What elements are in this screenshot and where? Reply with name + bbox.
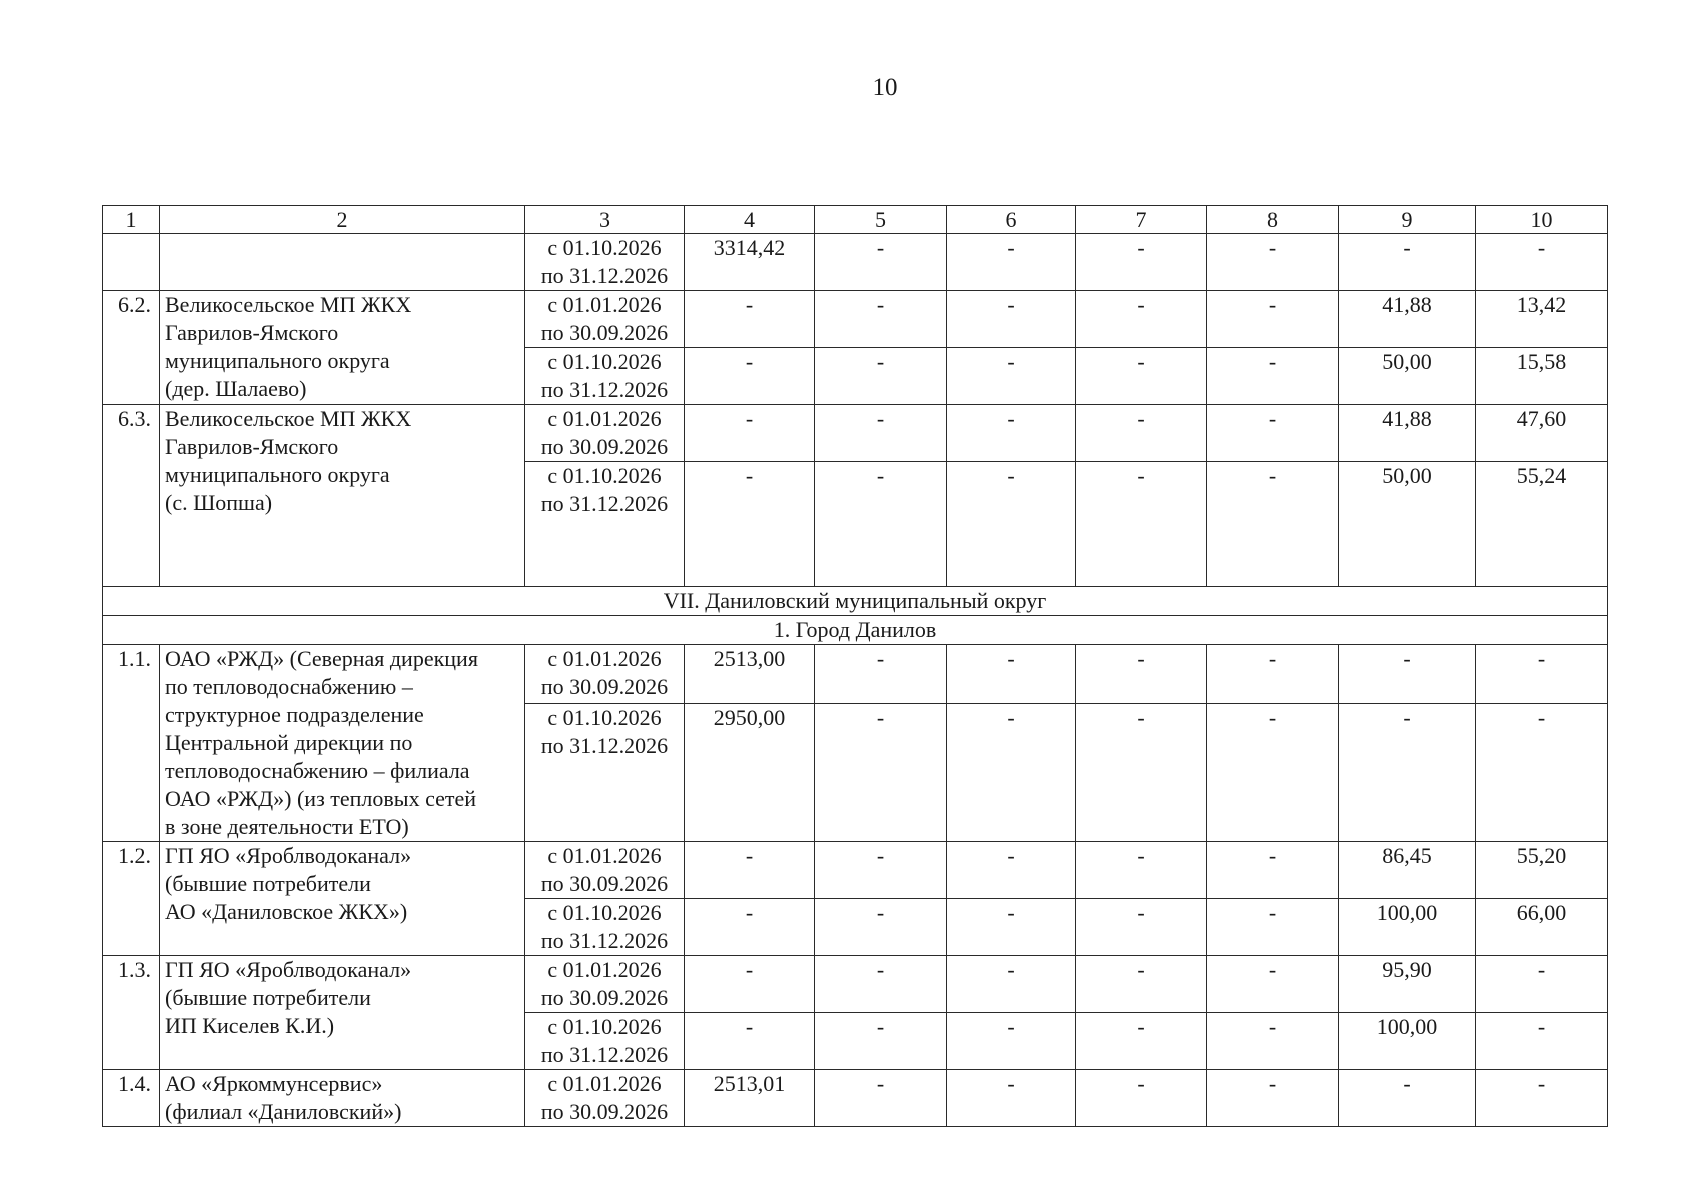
organization-name-line: ОАО «РЖД») (из тепловых сетей [165, 786, 477, 811]
value-cell: - [947, 1013, 1076, 1070]
value-cell: - [947, 462, 1076, 587]
period [525, 956, 685, 1013]
period-from: с 01.01.2026 [547, 957, 662, 982]
value-cell: - [1076, 956, 1207, 1013]
value-cell: - [815, 956, 947, 1013]
organization-name [160, 1070, 525, 1127]
row-number: 1.1. [103, 645, 160, 842]
value-cell: - [1339, 234, 1476, 291]
value-cell: 2513,00 [685, 645, 815, 704]
row-number: 1.3. [103, 956, 160, 1070]
period-to: по 30.09.2026 [540, 985, 669, 1010]
value-cell: - [1476, 234, 1608, 291]
organization-name [160, 842, 525, 956]
value-cell: - [947, 645, 1076, 704]
value-cell: - [685, 348, 815, 405]
period [525, 899, 685, 956]
value-cell: - [1207, 1013, 1339, 1070]
value-cell: - [1207, 462, 1339, 587]
period [525, 842, 685, 899]
table-row [103, 234, 1608, 291]
period [525, 645, 685, 704]
value-cell: - [685, 405, 815, 462]
value-cell: - [1207, 899, 1339, 956]
period-from: с 01.01.2026 [547, 406, 662, 431]
value-cell: - [1076, 234, 1207, 291]
organization-name [160, 291, 525, 405]
period [525, 1070, 685, 1127]
value-cell: - [947, 956, 1076, 1013]
organization-name-line: в зоне деятельности ЕТО) [165, 814, 409, 839]
value-cell: - [1076, 704, 1207, 842]
row-number: 6.3. [103, 405, 160, 587]
tariff-table [102, 205, 1608, 1127]
value-cell: - [1476, 704, 1608, 842]
column-number: 7 [1076, 206, 1207, 234]
organization-name-line: (филиал «Даниловский») [165, 1099, 402, 1124]
column-number: 8 [1207, 206, 1339, 234]
period-from: с 01.10.2026 [547, 463, 662, 488]
value-cell: - [685, 842, 815, 899]
column-number: 6 [947, 206, 1076, 234]
organization-name-line: тепловодоснабжению – филиала [165, 758, 470, 783]
period [525, 348, 685, 405]
value-cell: - [947, 704, 1076, 842]
organization-name-line: муниципального округа [165, 462, 390, 487]
row-number: 6.2. [103, 291, 160, 405]
table-row [103, 405, 1608, 462]
value-cell: - [685, 1013, 815, 1070]
value-cell: - [815, 348, 947, 405]
value-cell: 86,45 [1339, 842, 1476, 899]
period-to: по 30.09.2026 [540, 871, 669, 896]
value-cell: - [1207, 704, 1339, 842]
organization-name-line: муниципального округа [165, 348, 390, 373]
section-title: 1. Город Данилов [103, 616, 1608, 645]
organization-name-line: (дер. Шалаево) [165, 376, 307, 401]
period-to: по 31.12.2026 [540, 263, 669, 288]
column-number-row [103, 206, 1608, 234]
value-cell: - [815, 1013, 947, 1070]
value-cell: 50,00 [1339, 348, 1476, 405]
organization-name-line: (с. Шопша) [165, 490, 273, 515]
value-cell: 2513,01 [685, 1070, 815, 1127]
period-to: по 30.09.2026 [540, 674, 669, 699]
organization-name-line: Великосельское МП ЖКХ [165, 406, 412, 431]
value-cell: 41,88 [1339, 291, 1476, 348]
value-cell: - [815, 704, 947, 842]
value-cell: 2950,00 [685, 704, 815, 842]
organization-name-line: АО «Даниловское ЖКХ») [165, 899, 408, 924]
value-cell: - [1476, 956, 1608, 1013]
period-to: по 31.12.2026 [540, 733, 669, 759]
organization-name-line: АО «Яркоммунсервис» [165, 1071, 383, 1096]
period [525, 405, 685, 462]
value-cell: 41,88 [1339, 405, 1476, 462]
value-cell: - [1076, 348, 1207, 405]
page-number: 10 [872, 74, 898, 101]
organization-name [160, 645, 525, 842]
value-cell: - [1076, 405, 1207, 462]
period [525, 234, 685, 291]
row-number [103, 234, 160, 291]
value-cell: 3314,42 [685, 234, 815, 291]
value-cell: - [1076, 1070, 1207, 1127]
period [525, 462, 685, 587]
value-cell: - [685, 899, 815, 956]
period-to: по 30.09.2026 [540, 434, 669, 459]
value-cell: 15,58 [1476, 348, 1608, 405]
value-cell: - [815, 462, 947, 587]
column-number: 10 [1476, 206, 1608, 234]
organization-name [160, 234, 525, 291]
value-cell: 100,00 [1339, 899, 1476, 956]
value-cell: - [685, 462, 815, 587]
value-cell: - [1207, 348, 1339, 405]
value-cell: - [815, 1070, 947, 1127]
value-cell: - [685, 956, 815, 1013]
row-number: 1.2. [103, 842, 160, 956]
value-cell: - [1076, 899, 1207, 956]
organization-name-line: ОАО «РЖД» (Северная дирекция [165, 646, 478, 671]
organization-name-line: (бывшие потребители [165, 871, 371, 896]
value-cell: 55,24 [1476, 462, 1608, 587]
value-cell: - [1207, 842, 1339, 899]
table-row [103, 842, 1608, 899]
value-cell: - [1076, 1013, 1207, 1070]
organization-name-line: структурное подразделение [165, 702, 424, 727]
period-to: по 31.12.2026 [540, 928, 669, 953]
value-cell: - [947, 234, 1076, 291]
value-cell: - [947, 291, 1076, 348]
organization-name [160, 956, 525, 1070]
value-cell: - [815, 842, 947, 899]
value-cell: - [815, 291, 947, 348]
organization-name-line: Гаврилов-Ямского [165, 320, 339, 345]
value-cell: - [1339, 704, 1476, 842]
period [525, 291, 685, 348]
value-cell: - [1476, 1070, 1608, 1127]
column-number: 5 [815, 206, 947, 234]
value-cell: - [1076, 842, 1207, 899]
period-from: с 01.10.2026 [547, 705, 662, 731]
value-cell: - [947, 405, 1076, 462]
organization-name-line: Гаврилов-Ямского [165, 434, 339, 459]
value-cell: - [1207, 645, 1339, 704]
value-cell: 55,20 [1476, 842, 1608, 899]
value-cell: 13,42 [1476, 291, 1608, 348]
value-cell: - [1076, 462, 1207, 587]
value-cell: 100,00 [1339, 1013, 1476, 1070]
table-body [103, 206, 1608, 1127]
organization-name-line: Великосельское МП ЖКХ [165, 292, 412, 317]
organization-name-line: ГП ЯО «Яроблводоканал» [165, 957, 412, 982]
row-number: 1.4. [103, 1070, 160, 1127]
column-number: 9 [1339, 206, 1476, 234]
value-cell: 66,00 [1476, 899, 1608, 956]
value-cell: - [685, 291, 815, 348]
organization-name [160, 405, 525, 587]
value-cell: 50,00 [1339, 462, 1476, 587]
organization-name-line: ГП ЯО «Яроблводоканал» [165, 843, 412, 868]
section-title: VII. Даниловский муниципальный округ [103, 587, 1608, 616]
table-row [103, 645, 1608, 704]
value-cell: - [815, 405, 947, 462]
value-cell: - [947, 899, 1076, 956]
period-to: по 31.12.2026 [540, 377, 669, 402]
period-from: с 01.01.2026 [547, 1071, 662, 1096]
value-cell: - [1207, 291, 1339, 348]
table-row [103, 1070, 1608, 1127]
value-cell: - [947, 348, 1076, 405]
value-cell: - [1207, 234, 1339, 291]
period [525, 704, 685, 842]
value-cell: - [1076, 645, 1207, 704]
table-row [103, 956, 1608, 1013]
value-cell: - [1476, 1013, 1608, 1070]
value-cell: 47,60 [1476, 405, 1608, 462]
column-number: 4 [685, 206, 815, 234]
value-cell: - [947, 842, 1076, 899]
organization-name-line: (бывшие потребители [165, 985, 371, 1010]
period-to: по 30.09.2026 [540, 320, 669, 345]
period-to: по 31.12.2026 [540, 1042, 669, 1067]
value-cell: - [815, 234, 947, 291]
value-cell: - [1476, 645, 1608, 704]
period-from: с 01.01.2026 [547, 843, 662, 868]
value-cell: - [1339, 645, 1476, 704]
value-cell: - [1076, 291, 1207, 348]
period-from: с 01.10.2026 [547, 900, 662, 925]
section-row [103, 587, 1608, 616]
organization-name-line: Центральной дирекции по [165, 730, 413, 755]
period-to: по 30.09.2026 [540, 1099, 669, 1124]
period-from: с 01.10.2026 [547, 349, 662, 374]
value-cell: 95,90 [1339, 956, 1476, 1013]
column-number: 3 [525, 206, 685, 234]
value-cell: - [815, 645, 947, 704]
table-row [103, 291, 1608, 348]
period-to: по 31.12.2026 [540, 491, 669, 516]
period-from: с 01.01.2026 [547, 646, 662, 671]
value-cell: - [1339, 1070, 1476, 1127]
value-cell: - [1207, 405, 1339, 462]
value-cell: - [1207, 1070, 1339, 1127]
period [525, 1013, 685, 1070]
column-number: 1 [103, 206, 160, 234]
value-cell: - [1207, 956, 1339, 1013]
section-row [103, 616, 1608, 645]
value-cell: - [947, 1070, 1076, 1127]
organization-name-line: ИП Киселев К.И.) [165, 1013, 335, 1038]
value-cell: - [815, 899, 947, 956]
organization-name-line: по тепловодоснабжению – [165, 674, 413, 699]
period-from: с 01.01.2026 [547, 292, 662, 317]
column-number: 2 [160, 206, 525, 234]
period-from: с 01.10.2026 [547, 235, 662, 260]
period-from: с 01.10.2026 [547, 1014, 662, 1039]
